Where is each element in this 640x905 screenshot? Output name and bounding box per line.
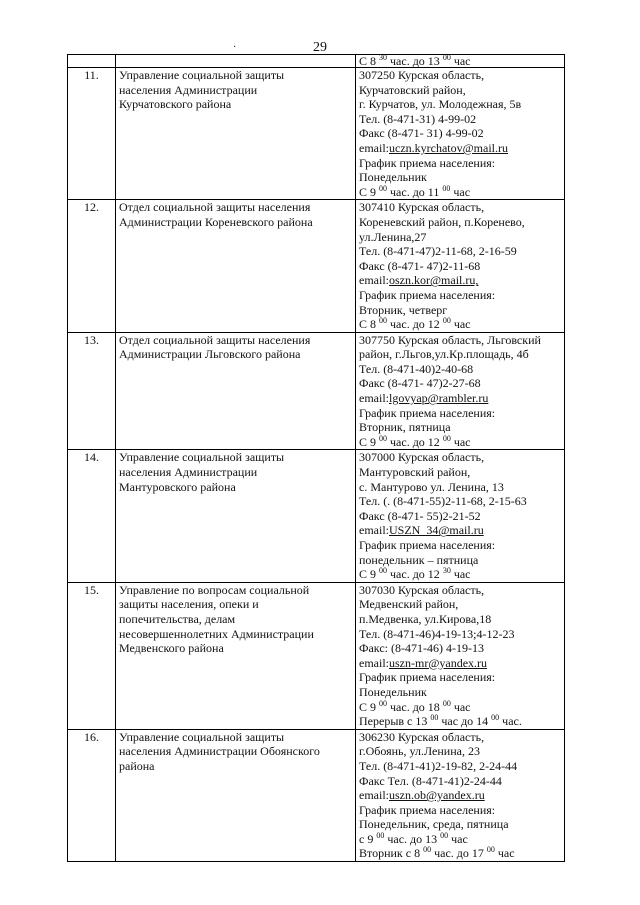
hours-text: час [450, 184, 471, 199]
hours-minutes: 00 [442, 433, 451, 443]
address-line: Кореневский район, п.Коренево, [359, 214, 525, 229]
hours-minutes: 00 [440, 830, 449, 840]
hours-text: час [450, 567, 471, 582]
continued-row [68, 55, 565, 68]
hours-minutes: 00 [379, 566, 388, 576]
address-line: Факс Тел. (8-471-41)2-24-44 [359, 773, 502, 788]
table-row [68, 68, 565, 200]
email-line [359, 523, 561, 538]
hours-minutes: 00 [376, 830, 385, 840]
hours-minutes: 00 [379, 183, 388, 193]
hours-text: Перерыв с 13 [359, 714, 431, 729]
hours-text: С 9 [359, 434, 380, 449]
hours-line: С 8 $^{30}$ час. до 13 $^{00}$ час [359, 53, 471, 68]
organization-line: района [119, 758, 155, 773]
organization-line: Администрации Льговского района [119, 347, 301, 362]
hours-line [359, 317, 561, 332]
hours-text: час. до 12 [387, 434, 443, 449]
address-line: Курчатовский район, [359, 82, 466, 97]
hours-text: час [448, 831, 468, 846]
hours-text: час. до 11 [387, 184, 443, 199]
address-line: Факс (8-471- 47)2-27-68 [359, 376, 481, 391]
hours-line [359, 185, 561, 200]
email-link[interactable]: USZN_34@mail.ru [389, 523, 484, 538]
row-number: 12. [68, 200, 116, 332]
schedule-line: График приема населения: [359, 155, 496, 170]
email-line [359, 141, 561, 156]
hours-text: час. до 18 [387, 699, 443, 714]
organization-line: Отдел социальной защиты населения [119, 332, 311, 347]
address-line: Факс: (8-471-46) 4-19-13 [359, 641, 484, 656]
organization-line: Управление по вопросам социальной [119, 582, 310, 597]
organization-cell [116, 68, 356, 200]
schedule-line: Понедельник [359, 684, 427, 699]
address-line: 307750 Курская область, Льговский [359, 332, 541, 347]
organization-line: Курчатовского района [119, 97, 232, 112]
address-line: 307250 Курская область, [359, 68, 485, 82]
table-row [68, 200, 565, 332]
organization-line: Управление социальной защиты [119, 450, 285, 465]
table-row [68, 582, 565, 729]
page-number: 29 [313, 40, 327, 55]
hours-minutes: 00 [442, 183, 451, 193]
hours-minutes: 00 [486, 845, 495, 855]
hours-line [359, 567, 561, 582]
address-line: Тел. (. (8-471-55)2-11-68, 2-15-63 [359, 494, 527, 509]
organization-line: Управление социальной защиты [119, 729, 285, 744]
email-prefix: email: [359, 523, 389, 538]
schedule-line: понедельник – пятница [359, 552, 479, 567]
continued-hours-cell [356, 55, 565, 68]
table-row [68, 729, 565, 861]
hours-minutes: 00 [442, 316, 451, 326]
email-line [359, 788, 561, 803]
contact-cell [356, 332, 565, 450]
address-line: г. Курчатов, ул. Молодежная, 5в [359, 97, 522, 112]
address-line: Тел. (8-471-47)2-11-68, 2-16-59 [359, 244, 517, 259]
organization-cell [116, 582, 356, 729]
schedule-line: График приема населения: [359, 670, 496, 685]
schedule-line: Понедельник, среда, пятница [359, 817, 509, 832]
organization-cell [116, 200, 356, 332]
address-line: г.Обоянь, ул.Ленина, 23 [359, 744, 480, 759]
address-line: п.Медвенка, ул.Кирова,18 [359, 611, 492, 626]
table-row [68, 332, 565, 450]
address-line: Тел. (8-471-31) 4-99-02 [359, 111, 477, 126]
hours-text: час. до 12 [387, 567, 443, 582]
organization-line: Мантуровского района [119, 479, 236, 494]
address-line: 307030 Курская область, [359, 582, 485, 597]
row-number: 14. [68, 450, 116, 582]
organization-line: Администрации Кореневского района [119, 214, 313, 229]
hours-text: час до 14 [438, 714, 492, 729]
offices-table [67, 54, 565, 862]
continued-num-cell [68, 55, 116, 68]
organization-line: Медвенского района [119, 641, 224, 656]
organization-line: несовершеннолетних Администрации [119, 626, 314, 641]
address-line: Факс (8-471- 31) 4-99-02 [359, 126, 484, 141]
hours-line [359, 832, 561, 847]
schedule-line: Вторник, пятница [359, 420, 451, 435]
hours-text: С 9 [359, 567, 380, 582]
email-link[interactable]: uszn-mr@yandex.ru [389, 655, 488, 670]
row-number: 11. [68, 68, 116, 200]
email-prefix: email: [359, 273, 389, 288]
address-line: район, г.Льгов,ул.Кр.площадь, 4б [359, 347, 529, 362]
hours-minutes: 00 [379, 433, 388, 443]
email-link[interactable]: uszn.ob@yandex.ru [389, 788, 485, 803]
organization-cell [116, 332, 356, 450]
organization-line: населения Администрации [119, 465, 258, 480]
address-line: 307410 Курская область, [359, 200, 485, 215]
hours-text: Вторник с 8 [359, 846, 424, 861]
address-line: Тел. (8-471-41)2-19-82, 2-24-44 [359, 758, 518, 773]
email-link[interactable]: oszn.kor@mail.ru, [389, 273, 479, 288]
organization-line: Управление социальной защиты [119, 68, 285, 82]
address-line: Тел. (8-471-46)4-19-13;4-12-23 [359, 626, 515, 641]
hours-minutes: 00 [379, 698, 388, 708]
address-line: Факс (8-471- 55)2-21-52 [359, 508, 481, 523]
contact-cell [356, 729, 565, 861]
schedule-line: График приема населения: [359, 287, 496, 302]
stray-mark: · [233, 42, 237, 53]
hours-minutes: 00 [491, 713, 500, 723]
row-number: 13. [68, 332, 116, 450]
hours-text: час [450, 434, 471, 449]
hours-text: С 9 [359, 184, 380, 199]
organization-line: Отдел социальной защиты населения [119, 200, 311, 215]
address-line: Медвенский район, [359, 597, 459, 612]
contact-cell [356, 582, 565, 729]
hours-text: час [494, 846, 515, 861]
hours-minutes: 00 [423, 845, 432, 855]
organization-cell [116, 729, 356, 861]
email-prefix: email: [359, 788, 389, 803]
hours-text: С 8 [359, 317, 380, 332]
hours-minutes: 00 [430, 713, 439, 723]
email-link[interactable]: uczn.kyrchatov@mail.ru [389, 140, 509, 155]
organization-line: защиты населения, опеки и [119, 597, 259, 612]
continued-org-cell [116, 55, 356, 68]
hours-text: час [450, 317, 471, 332]
address-line: Мантуровский район, [359, 465, 471, 480]
hours-text: час. до 12 [387, 317, 443, 332]
row-number: 16. [68, 729, 116, 861]
schedule-line: График приема населения: [359, 538, 496, 552]
email-prefix: email: [359, 655, 389, 670]
hours-text: час. до 17 [431, 846, 487, 861]
schedule-line: Вторник, четверг [359, 302, 448, 317]
email-line [359, 273, 561, 288]
organization-line: попечительства, делам [119, 611, 236, 626]
row-number: 15. [68, 582, 116, 729]
hours-line [359, 846, 561, 861]
hours-minutes: 00 [379, 316, 388, 326]
contact-cell [356, 450, 565, 582]
address-line: ул.Ленина,27 [359, 229, 427, 244]
hours-line [359, 714, 561, 729]
hours-line [359, 700, 561, 715]
email-line [359, 656, 561, 671]
email-line [359, 391, 561, 406]
email-prefix: email: [359, 391, 389, 406]
organization-line: населения Администрации Обоянского [119, 744, 320, 759]
address-line: 307000 Курская область, [359, 450, 485, 465]
address-line: Факс (8-471- 47)2-11-68 [359, 258, 481, 273]
schedule-line: Понедельник [359, 170, 427, 185]
hours-text: с 9 [359, 831, 377, 846]
organization-cell [116, 450, 356, 582]
hours-minutes: 00 [442, 698, 451, 708]
contact-cell [356, 200, 565, 332]
organization-line: населения Администрации [119, 82, 258, 97]
address-line: 306230 Курская область, [359, 729, 485, 744]
schedule-line: График приема населения: [359, 802, 496, 817]
address-line: с. Мантурово ул. Ленина, 13 [359, 479, 504, 494]
hours-text: С 9 [359, 699, 380, 714]
hours-text: час. [499, 714, 522, 729]
contact-cell [356, 68, 565, 200]
address-line: Тел. (8-471-40)2-40-68 [359, 361, 474, 376]
schedule-line: График приема населения: [359, 405, 496, 420]
email-link[interactable]: lgovyap@rambler.ru [389, 391, 489, 406]
hours-text: час [450, 699, 471, 714]
email-prefix: email: [359, 140, 389, 155]
table-row [68, 450, 565, 582]
hours-minutes: 30 [442, 566, 451, 576]
hours-text: час. до 13 [384, 831, 441, 846]
hours-line [359, 435, 561, 450]
